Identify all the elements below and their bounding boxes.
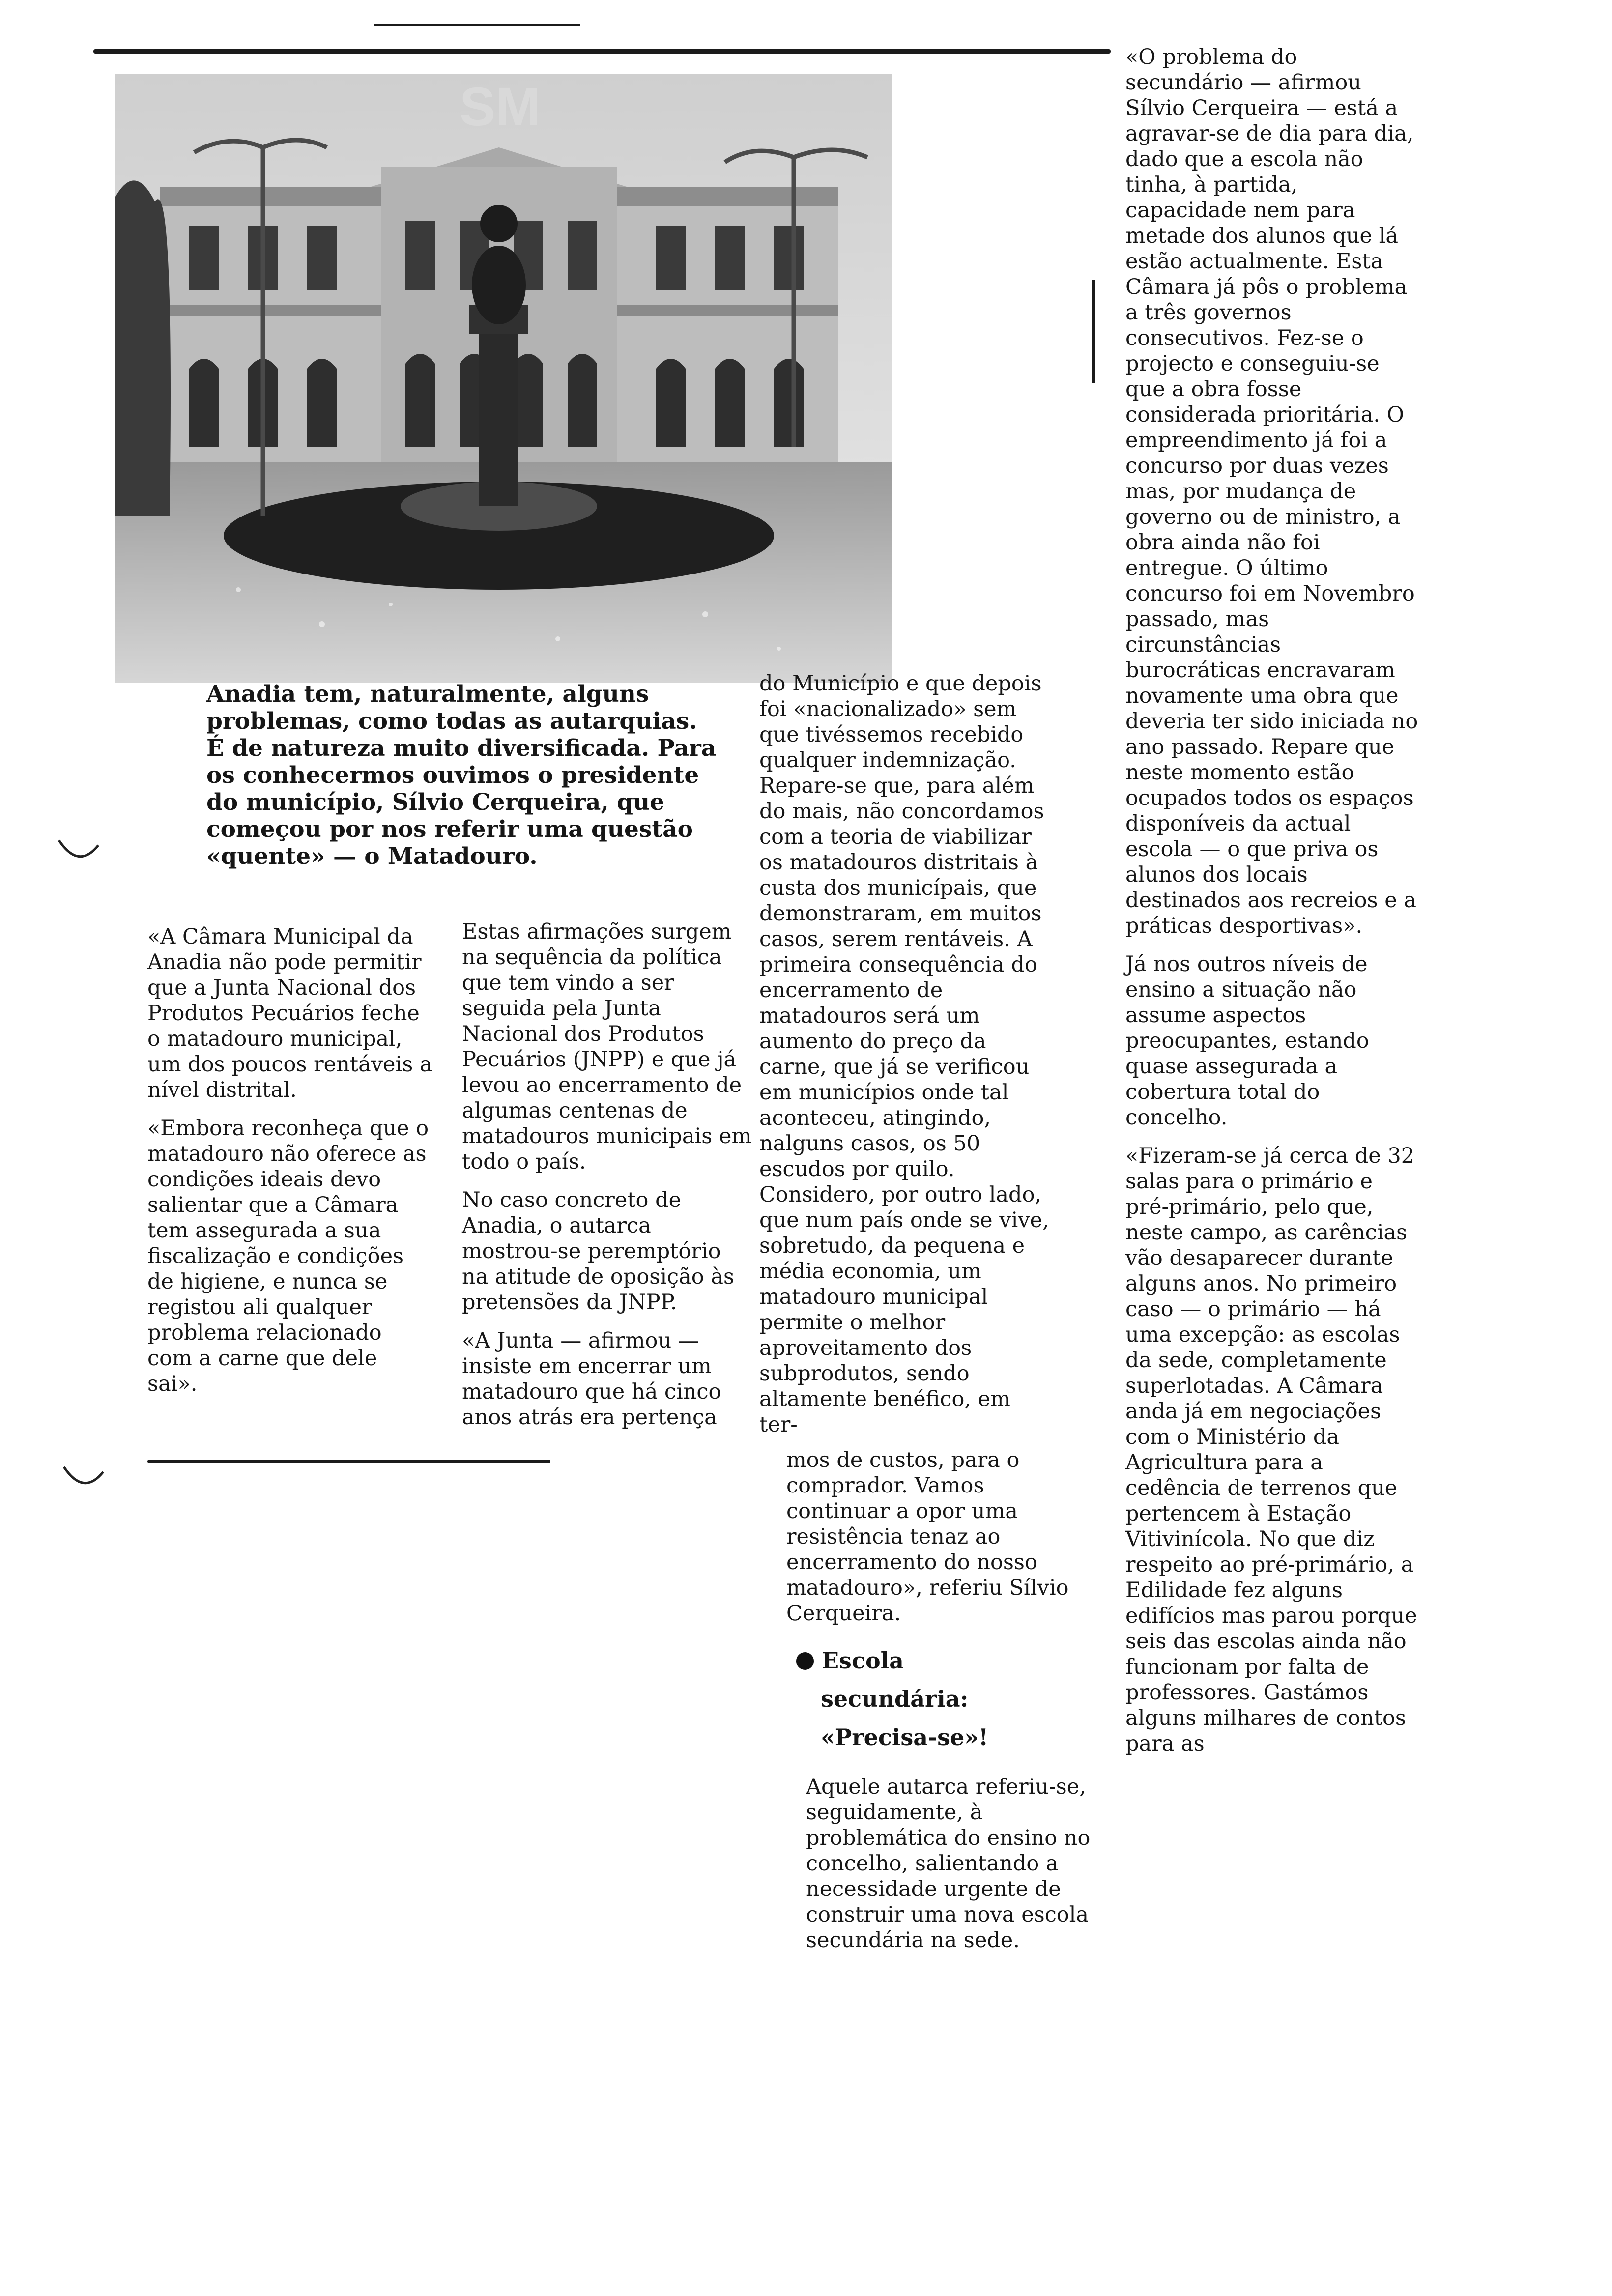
col4-paragraph: «Fizeram-se já cerca de 32 salas para o primário e pré-primário, pelo que, neste campo, as carências vão desaparecer durante alguns anos. No primeiro caso — o primário — há uma excepção: as escolas da sede, completamente superlotadas. A Câmara anda já em negociações com o Ministério da Agricultura para a cedência de terrenos que pertencem à Estação Vitivinícola. No que diz respeito ao pré-primário, a Edilidade fez alguns edifícios mas parou porque seis das escolas ainda não funcionam por falta de professores. Gastámos alguns milhares de contos para as xyxy=(1125,1144,1417,1756)
col1-paragraph: «A Câmara Municipal da Anadia não pode permitir que a Junta Nacional dos Produtos Pecuários feche o matadouro municipal, um dos poucos rentáveis a nível distrital. xyxy=(147,924,432,1102)
col2-paragraph: «A Junta — afirmou — insiste em encerrar um matadouro que há cinco anos atrás era pertença xyxy=(462,1328,721,1430)
col3-paragraph: mos de custos, para o comprador. Vamos continuar a opor uma resistência tenaz ao encerramento do nosso matadouro», referiu Sílvio Cerqueira. xyxy=(786,1448,1069,1626)
punch-hole-mark-lower xyxy=(59,1462,108,1492)
column-3-final xyxy=(806,1774,1091,1966)
bottom-rule xyxy=(147,1460,550,1463)
col3-paragraph: do Município e que depois foi «nacionalizado» sem que tivéssemos recebido qualquer indemnização. Repare-se que, para além do mais, não concordamos com a teoria de viabilizar os matadouros distritais à custa dos municípais, que demonstraram, em muitos casos, serem rentáveis. A primeira consequência do encerramento de matadouros será um aumento do preço da carne, que já se verificou em municípios onde tal aconteceu, atingindo, nalguns casos, os 50 escudos por quilo. Considero, por outro lado, que num país onde se vive, sobretudo, da pequena e média economia, um matadouro municipal permite o melhor aproveitamento dos subprodutos, sendo altamente benéfico, em ter- xyxy=(759,671,1049,1437)
col4-paragraph: Já nos outros níveis de ensino a situação não assume aspectos preocupantes, estando quase assegurada a cobertura total do concelho. xyxy=(1125,952,1369,1130)
column-3-continued xyxy=(786,1447,1081,1639)
column-2 xyxy=(462,919,752,1443)
margin-rule xyxy=(1092,280,1095,383)
top-rule-long xyxy=(93,49,1111,54)
col1-paragraph: «Embora reconheça que o matadouro não oferece as condições ideais devo salientar que a Câmara tem assegurada a sua fiscalização e condições de higiene, e nunca se registou ali qualquer problema relacionado com a carne que dele sai». xyxy=(147,1116,429,1396)
col2-paragraph: Estas afirmações surgem na sequência da política que tem vindo a ser seguida pela Junta Nacional dos Produtos Pecuários (JNPP) e que já levou ao encerramento de algumas centenas de matadouros municipais em todo o país. xyxy=(462,919,752,1174)
article-intro xyxy=(206,681,722,883)
subhead-line-1: Escola xyxy=(822,1647,904,1674)
intro-paragraph: Anadia tem, naturalmente, alguns problemas, como todas as autarquias. É de natureza muito diversificada. Para os conhecermos ouvimos o presidente do município, Sílvio Cerqueira, que começou por nos referir uma questão «quente» — o Matadouro. xyxy=(206,681,717,870)
punch-hole-mark-upper xyxy=(54,835,103,865)
column-1 xyxy=(147,924,432,1409)
subhead-line-3: «Precisa-se»! xyxy=(821,1724,989,1751)
subhead-line-2: secundária: xyxy=(821,1686,969,1712)
top-rule-short xyxy=(374,24,580,26)
town-hall-photo xyxy=(115,74,892,683)
col2-paragraph: No caso concreto de Anadia, o autarca mostrou-se peremptório na atitude de oposição às pretensões da JNPP. xyxy=(462,1188,735,1315)
column-3-top xyxy=(759,671,1054,1450)
column-4 xyxy=(1125,44,1420,1769)
photo-signage: SM xyxy=(460,77,541,137)
subhead-escola-secundaria xyxy=(796,1641,1071,1756)
col3-paragraph: Aquele autarca referiu-se, seguidamente, à problemática do ensino no concelho, salientando a necessidade urgente de construir uma nova escola secundária na sede. xyxy=(806,1775,1091,1952)
bullet-icon xyxy=(796,1652,814,1670)
col4-paragraph: «O problema do secundário — afirmou Sílvio Cerqueira — está a agravar-se de dia para dia, dado que a escola não tinha, à partida, capacidade nem para metade dos alunos que lá estão actualmente. Esta Câmara já pôs o problema a três governos consecutivos. Fez-se o projecto e conseguiu-se que a obra fosse considerada prioritária. O empreendimento já foi a concurso por duas vezes mas, por mudança de governo ou de ministro, a obra ainda não foi entregue. O último concurso foi em Novembro passado, mas circunstâncias burocráticas encravaram novamente uma obra que deveria ter sido iniciada no ano passado. Repare que neste momento estão ocupados todos os espaços disponíveis da actual escola — o que priva os alunos dos locais destinados aos recreios e a práticas desportivas». xyxy=(1125,45,1418,938)
